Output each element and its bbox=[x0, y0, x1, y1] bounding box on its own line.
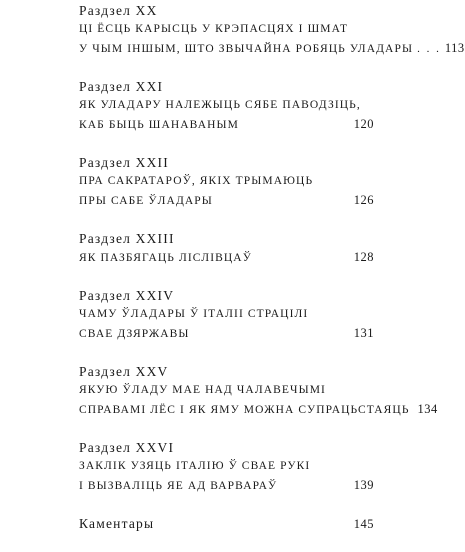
dot-leader: . . . bbox=[417, 43, 441, 55]
entry-title-line bbox=[79, 381, 374, 400]
entry-title-line bbox=[79, 172, 374, 191]
entry-title-line bbox=[79, 457, 374, 476]
entry-title-line bbox=[79, 476, 374, 496]
entry-title-line bbox=[79, 400, 438, 420]
entry-title-line bbox=[79, 96, 374, 115]
entry-title-line bbox=[79, 115, 374, 135]
page-number: 131 bbox=[353, 326, 374, 340]
page-number: 126 bbox=[353, 193, 374, 207]
toc-entry-xxv bbox=[79, 363, 438, 420]
toc-entry-xxi bbox=[79, 78, 374, 135]
entry-title-text: ЯК ПАЗБЯГАЦЬ ЛІСЛІВЦАЎ bbox=[79, 252, 252, 264]
entry-title-line bbox=[79, 324, 374, 344]
section-heading: Раздзел XXV bbox=[79, 364, 169, 379]
page-number: 113 bbox=[444, 41, 465, 55]
entry-title-text: СВАЕ ДЗЯРЖАВЫ bbox=[79, 328, 190, 340]
section-heading: Раздзел XXVI bbox=[79, 440, 175, 455]
section-heading: Раздзел XXI bbox=[79, 79, 164, 94]
page-number: 134 bbox=[417, 402, 438, 416]
toc-entry-commentary bbox=[79, 515, 374, 533]
entry-title-line bbox=[79, 39, 465, 59]
toc-entry-xxiv bbox=[79, 287, 374, 344]
entry-title-text: ЧАМУ ЎЛАДАРЫ Ў ІТАЛІІ СТРАЦІЛІ bbox=[79, 308, 309, 320]
section-heading: Раздзел XXIII bbox=[79, 231, 175, 246]
entry-title-text: І ВЫЗВАЛІЦЬ ЯЕ АД ВАРВАРАЎ bbox=[79, 480, 278, 492]
entry-title-line bbox=[79, 305, 374, 324]
entry-title-text: ЦІ ЁСЦЬ КАРЫСЦЬ У КРЭПАСЦЯХ І ШМАТ bbox=[79, 23, 349, 35]
page-number: 145 bbox=[353, 517, 374, 531]
entry-title-line bbox=[79, 248, 374, 268]
entry-title-line bbox=[79, 191, 374, 211]
toc-entry-xxiii bbox=[79, 230, 374, 268]
toc-entry-xxvi bbox=[79, 439, 374, 496]
section-heading: Раздзел XX bbox=[79, 3, 158, 18]
section-heading: Раздзел XXIV bbox=[79, 288, 175, 303]
page-number: 139 bbox=[353, 478, 374, 492]
entry-title-text: СПРАВАМІ ЛЁС І ЯК ЯМУ МОЖНА СУПРАЦЬСТАЯЦЬ bbox=[79, 404, 410, 416]
entry-title-text: ПРА САКРАТАРОЎ, ЯКІХ ТРЫМАЮЦЬ bbox=[79, 175, 314, 187]
page-number: 120 bbox=[353, 117, 374, 131]
toc-entry-xx bbox=[79, 2, 465, 59]
entry-title-text: КАБ БЫЦЬ ШАНАВАНЫМ bbox=[79, 119, 239, 131]
entry-title-text: У ЧЫМ ІНШЫМ, ШТО ЗВЫЧАЙНА РОБЯЦЬ УЛАДАРЫ bbox=[79, 43, 414, 55]
entry-title-text: ЗАКЛІК УЗЯЦЬ ІТАЛІЮ Ў СВАЕ РУКІ bbox=[79, 460, 311, 472]
table-of-contents bbox=[79, 2, 465, 552]
entry-title-line bbox=[79, 20, 374, 39]
entry-title-text: ПРЫ САБЕ ЎЛАДАРЫ bbox=[79, 195, 213, 207]
entry-title-text: ЯК УЛАДАРУ НАЛЕЖЫЦЬ СЯБЕ ПАВОДЗІЦЬ, bbox=[79, 99, 361, 111]
section-heading: Раздзел XXII bbox=[79, 155, 169, 170]
toc-entry-xxii bbox=[79, 154, 374, 211]
entry-title-text: ЯКУЮ ЎЛАДУ МАЕ НАД ЧАЛАВЕЧЫМІ bbox=[79, 384, 326, 396]
page-number: 128 bbox=[353, 250, 374, 264]
section-heading: Каментары bbox=[79, 516, 155, 531]
